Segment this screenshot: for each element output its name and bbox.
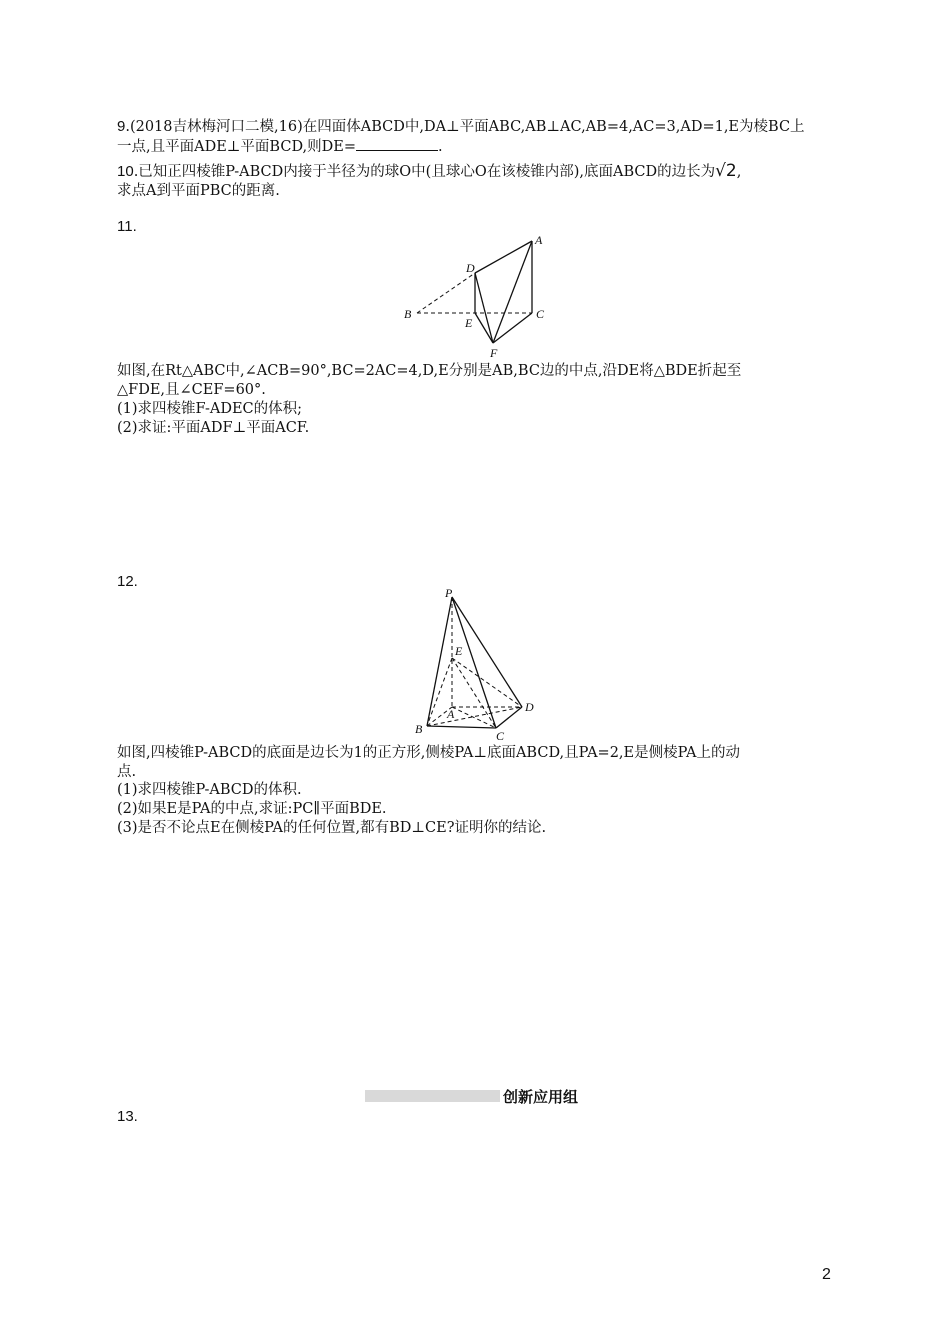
q9-line2 [117,138,443,156]
answer-blank [356,138,438,151]
label-A: A [535,233,543,247]
q9-line1 [117,118,805,136]
q12-part3: (3)是否不论点E在侧棱PA的任何位置,都有BD⊥CE?证明你的结论. [117,820,547,836]
q9-period: . [438,139,443,155]
q10-number: 10 [117,163,134,180]
label-C: C [496,729,505,743]
q12-part1: (1)求四棱锥P-ABCD的体积. [117,782,302,798]
q12-number: 12. [117,573,138,590]
section-title-bar [365,1090,500,1102]
q13-number: 13. [117,1108,138,1125]
label-E: E [465,316,473,330]
edge-BC [427,726,496,728]
edge-DF [475,273,493,343]
q11-part2: (2)求证:平面ADF⊥平面ACF. [117,420,310,436]
q12-part2: (2)如果E是PA的中点,求证:PC∥平面BDE. [117,801,387,817]
q10-line2: 求点A到平面PBC的距离. [117,183,280,199]
label-E: E [455,644,463,658]
sqrt2-expression: √2 [715,161,737,181]
q11-line2: △FDE,且∠CEF=60°. [117,382,266,398]
edge-BD-dashed [417,273,475,313]
q12-line1: 如图,四棱锥P-ABCD的底面是边长为1的正方形,侧棱PA⊥底面ABCD,且PA=2,E是侧棱PA上的动 [117,745,741,761]
label-A: A [447,707,455,721]
q12-line2: 点. [117,764,137,780]
q11-part1: (1)求四棱锥F-ADEC的体积; [117,401,303,417]
label-P: P [445,586,453,600]
q9-text-2: 一点,且平面ADE⊥平面BCD,则DE= [117,139,357,155]
q10-comma: , [736,164,742,180]
q11-line1: 如图,在Rt△ABC中,∠ACB=90°,BC=2AC=4,D,E分别是AB,BC边的中点,沿DE将△BDE折起至 [117,363,742,379]
section-title: 创新应用组 [503,1088,579,1106]
q10-line1 [117,162,741,181]
label-B: B [415,722,423,736]
q12-figure [405,585,545,743]
page-number: 2 [822,1266,831,1283]
q9-number: 9 [117,118,126,135]
label-B: B [404,307,412,321]
label-C: C [536,307,545,321]
q10-text: .已知正四棱锥P-ABCD内接于半径为的球O中(且球心O在该棱锥内部),底面ABCD的边长为 [133,164,716,180]
label-D: D [466,261,475,275]
label-D: D [525,700,534,714]
edge-DA [475,241,532,273]
label-F: F [490,346,498,360]
q11-number: 11. [117,218,137,235]
edge-BD-dashed [427,707,522,726]
edge-EF [475,313,493,343]
q9-text: .(2018吉林梅河口二模,16)在四面体ABCD中,DA⊥平面ABC,AB⊥AC,AB=4,AC=3,AD=1,E为棱BC上 [125,119,805,135]
edge-PD [452,597,522,707]
q11-figure [395,228,555,363]
edge-CD [496,707,522,728]
